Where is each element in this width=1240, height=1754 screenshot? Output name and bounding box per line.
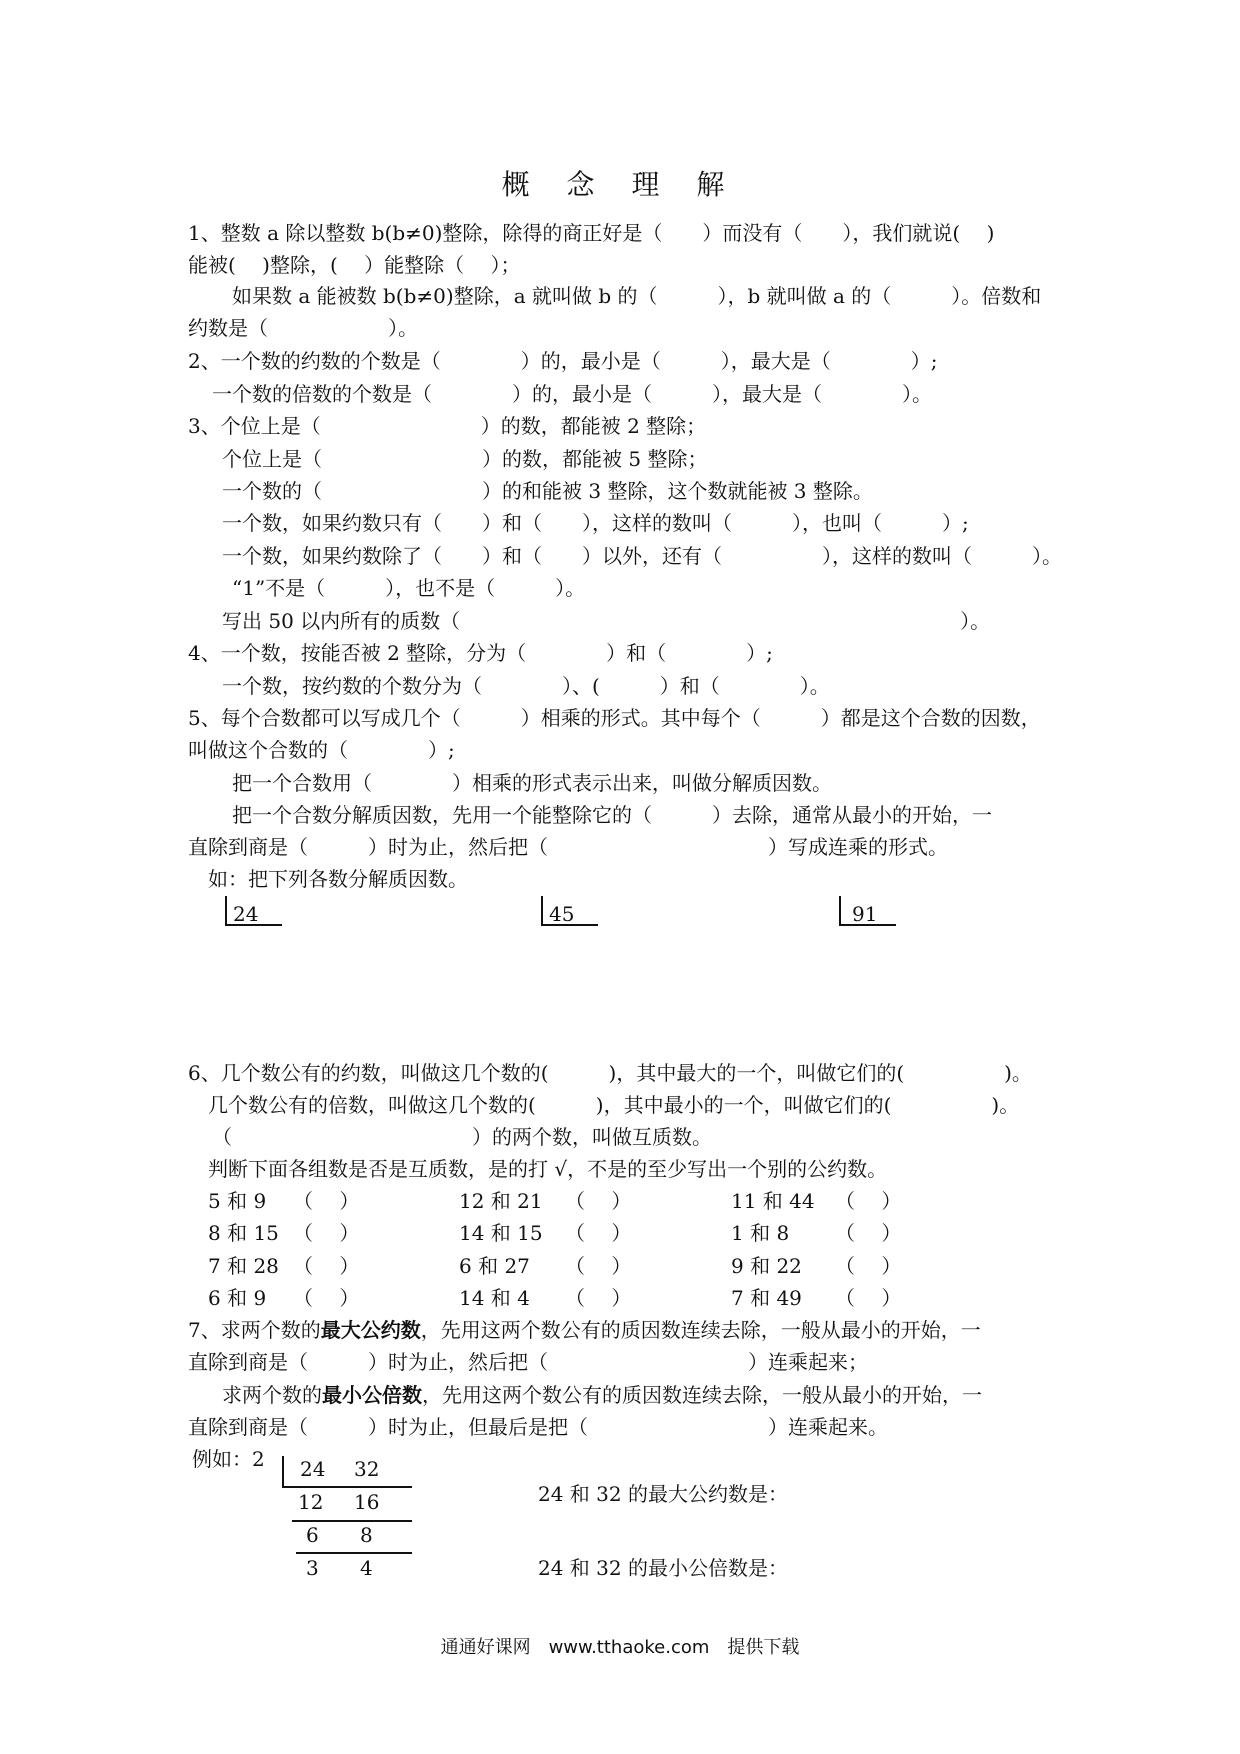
section-3-line-1: 3、个位上是（ ）的数，都能被 2 整除； xyxy=(188,414,707,438)
gcd-question: 24 和 32 的最大公约数是： xyxy=(538,1482,788,1506)
pair-3-1: 7 和 28 xyxy=(208,1254,279,1278)
section-3-line-3: 一个数的（ ）的和能被 3 整除，这个数就能被 3 整除。 xyxy=(222,479,873,503)
section-3-line-7: 写出 50 以内所有的质数（ ）。 xyxy=(222,609,991,633)
section-6-line-4: 判断下面各组数是否是互质数，是的打 √，不是的至少写出一个别的公约数。 xyxy=(208,1157,888,1181)
footer-credit: 通通好课网 www.tthaoke.com 提供下载 xyxy=(440,1637,800,1658)
factor-number-2: 45 xyxy=(549,902,575,926)
answer-blank: （ ） xyxy=(565,1254,632,1278)
division-cell: 12 xyxy=(298,1490,324,1514)
answer-blank: （ ） xyxy=(565,1189,632,1213)
answer-blank: （ ） xyxy=(293,1254,360,1278)
section-6-line-2: 几个数公有的倍数，叫做这几个数的( )，其中最小的一个，叫做它们的( )。 xyxy=(208,1093,1020,1117)
division-line-1 xyxy=(282,1486,412,1488)
pair-1-3: 11 和 44 xyxy=(731,1189,815,1213)
section-7-line-1: 7、求两个数的最大公约数，先用这两个数公有的质因数连续去除，一般从最小的开始，一 xyxy=(188,1318,981,1342)
answer-blank: （ ） xyxy=(293,1286,360,1310)
section-2-line-2: 一个数的倍数的个数是（ ）的，最小是（ ），最大是（ ）。 xyxy=(212,382,932,406)
section-4-line-1: 4、一个数，按能否被 2 整除，分为（ ）和（ ）; xyxy=(188,641,773,665)
pair-1-2: 12 和 21 xyxy=(459,1189,543,1213)
division-cell: 16 xyxy=(354,1490,380,1514)
pair-3-3: 9 和 22 xyxy=(731,1254,802,1278)
section-5-line-5: 直除到商是（ ）时为止，然后把（ ）写成连乘的形式。 xyxy=(188,835,948,859)
section-1-line-1: 1、整数 a 除以整数 b(b≠0)整除，除得的商正好是（ ）而没有（ ），我们就说( ) xyxy=(188,221,995,245)
answer-blank: （ ） xyxy=(293,1221,360,1245)
section-4-line-2: 一个数，按约数的个数分为（ ）、( ）和（ ）。 xyxy=(222,674,830,698)
section-2-line-1: 2、一个数的约数的个数是（ ）的，最小是（ ），最大是（ ）; xyxy=(188,349,938,373)
section-7-line-4: 直除到商是（ ）时为止，但最后是把（ ）连乘起来。 xyxy=(188,1415,888,1439)
section-5-line-3: 把一个合数用（ ）相乘的形式表示出来，叫做分解质因数。 xyxy=(232,771,832,795)
division-cell: 6 xyxy=(306,1523,319,1547)
pair-2-1: 8 和 15 xyxy=(208,1221,279,1245)
division-cell: 8 xyxy=(360,1523,373,1547)
section-5-line-2: 叫做这个合数的（ ）; xyxy=(188,738,455,762)
pair-2-3: 1 和 8 xyxy=(731,1221,790,1245)
keyword-lcm: 最小公倍数 xyxy=(322,1383,422,1407)
section-3-line-4: 一个数，如果约数只有（ ）和（ ），这样的数叫（ ），也叫（ ）; xyxy=(222,511,969,535)
section-7-line-3: 求两个数的最小公倍数，先用这两个数公有的质因数连续去除，一般从最小的开始，一 xyxy=(222,1383,982,1407)
answer-blank: （ ） xyxy=(835,1221,902,1245)
section-5-line-6: 如：把下列各数分解质因数。 xyxy=(208,867,468,891)
division-vertical-line xyxy=(282,1456,284,1486)
section-5-line-4: 把一个合数分解质因数，先用一个能整除它的（ ）去除，通常从最小的开始，一 xyxy=(232,803,992,827)
keyword-gcd: 最大公约数 xyxy=(320,1318,421,1342)
section-1-line-4: 约数是（ ）。 xyxy=(188,316,418,340)
section-6-line-3: （ ）的两个数，叫做互质数。 xyxy=(212,1125,712,1149)
pair-2-2: 14 和 15 xyxy=(459,1221,543,1245)
pair-4-1: 6 和 9 xyxy=(208,1286,267,1310)
answer-blank: （ ） xyxy=(835,1286,902,1310)
section-3-line-2: 个位上是（ ）的数，都能被 5 整除； xyxy=(222,447,708,471)
answer-blank: （ ） xyxy=(293,1189,360,1213)
division-line-3 xyxy=(296,1552,412,1554)
factor-number-3: 91 xyxy=(852,902,878,926)
pair-4-2: 14 和 4 xyxy=(459,1286,530,1310)
pair-4-3: 7 和 49 xyxy=(731,1286,802,1310)
division-cell: 3 xyxy=(306,1556,319,1580)
division-cell: 4 xyxy=(360,1556,373,1580)
answer-blank: （ ） xyxy=(835,1254,902,1278)
answer-blank: （ ） xyxy=(565,1221,632,1245)
example-label: 例如：2 xyxy=(192,1447,265,1471)
lcm-question: 24 和 32 的最小公倍数是： xyxy=(538,1556,788,1580)
pair-1-1: 5 和 9 xyxy=(208,1189,267,1213)
section-3-line-5: 一个数，如果约数除了（ ）和（ ）以外，还有（ ），这样的数叫（ ）。 xyxy=(222,544,1062,568)
section-7-line-2: 直除到商是（ ）时为止，然后把（ ）连乘起来； xyxy=(188,1350,868,1374)
pair-3-2: 6 和 27 xyxy=(459,1254,530,1278)
division-cell: 24 xyxy=(300,1457,326,1481)
factor-number-1: 24 xyxy=(233,902,259,926)
section-3-line-6: “1”不是（ ），也不是（ ）。 xyxy=(232,576,586,600)
answer-blank: （ ） xyxy=(565,1286,632,1310)
section-1-line-3: 如果数 a 能被数 b(b≠0)整除，a 就叫做 b 的（ ），b 就叫做 a 的（ ）。倍数和 xyxy=(232,284,1042,308)
section-5-line-1: 5、每个合数都可以写成几个（ ）相乘的形式。其中每个（ ）都是这个合数的因数， xyxy=(188,706,1041,730)
page-title: 概 念 理 解 xyxy=(501,168,739,201)
division-cell: 32 xyxy=(354,1457,380,1481)
answer-blank: （ ） xyxy=(835,1189,902,1213)
section-1-line-2: 能被( )整除，( ）能整除（ ）； xyxy=(188,253,521,277)
section-6-line-1: 6、几个数公有的约数，叫做这几个数的( )，其中最大的一个，叫做它们的( )。 xyxy=(188,1061,1032,1085)
